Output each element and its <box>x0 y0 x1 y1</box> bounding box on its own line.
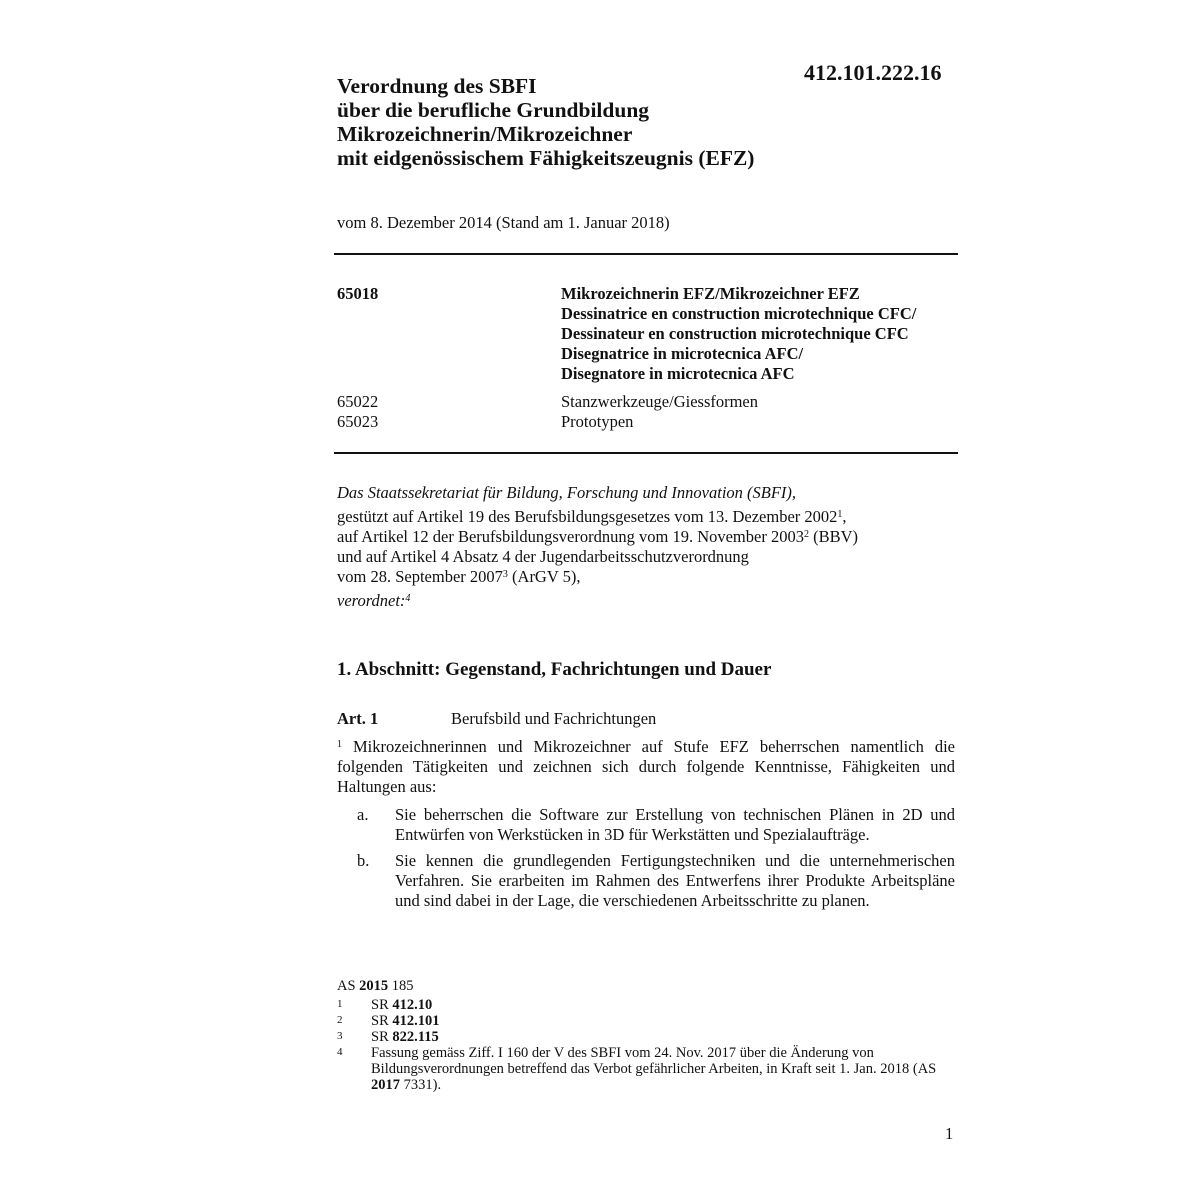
article-paragraph <box>337 737 955 797</box>
title-line: Mikrozeichnerin/Mikrozeichner <box>337 122 633 146</box>
legal-basis-line <box>337 507 957 527</box>
footnote-sr[interactable]: 412.10 <box>392 997 433 1013</box>
footnote-prefix: SR <box>371 1029 393 1045</box>
profession-code: 65018 <box>337 284 379 303</box>
as-year: 2015 <box>359 978 389 994</box>
footnote-prefix: SR <box>371 997 393 1013</box>
profession-names <box>561 284 957 384</box>
as-reference <box>337 978 957 994</box>
legal-basis-text: gestützt auf Artikel 19 des Berufsbildungsgesetzes vom 13. Dezember 2002 <box>337 507 838 526</box>
legal-basis-tail: , <box>842 507 847 526</box>
title-line: mit eidgenössischem Fähigkeitszeugnis (EFZ) <box>337 146 755 170</box>
specialization-code: 65023 <box>337 412 379 431</box>
paragraph-number: 1 <box>337 739 342 750</box>
list-item <box>337 851 955 911</box>
footnote-number: 4 <box>337 1046 343 1058</box>
footnote-ref[interactable]: 3 <box>502 569 508 580</box>
footnote <box>337 997 957 1013</box>
footnote-text <box>371 997 957 1013</box>
footnote-number: 2 <box>337 1014 343 1026</box>
decrees-text: verordnet: <box>337 591 406 610</box>
preamble <box>337 483 957 611</box>
specialization-row <box>337 412 957 432</box>
legal-basis-text: vom 28. September 2007 <box>337 567 503 586</box>
footnote-ref[interactable]: 1 <box>837 509 843 520</box>
specialization-name: Prototypen <box>561 412 634 431</box>
list-letter: a. <box>357 805 369 824</box>
section-title: 1. Abschnitt: Gegenstand, Fachrichtungen und Dauer <box>337 659 772 680</box>
title-line: über die berufliche Grundbildung <box>337 98 650 122</box>
footnote-body-tail: 7331). <box>400 1077 442 1093</box>
specialization-row <box>337 392 957 412</box>
footnote <box>337 1029 957 1045</box>
as-prefix: AS <box>337 978 360 994</box>
footnote-sr[interactable]: 822.115 <box>392 1029 439 1045</box>
footnote-body: Fassung gemäss Ziff. I 160 der V des SBFI vom 24. Nov. 2017 über die Änderung von Bildungsverordnungen betreffend das Verbot gefährlicher Arbeiten, in Kraft seit 1. Jan. 2018 (AS <box>371 1045 937 1077</box>
legal-basis-line <box>337 527 957 547</box>
article-heading <box>337 709 656 729</box>
footnote <box>337 1013 957 1029</box>
list-text: Sie kennen die grundlegenden Fertigungstechniken und die unternehmerischen Verfahren. Sie erarbeiten im Rahmen des Entwerfens ihrer Produkte Arbeitspläne und sind dabei in der Lage, die verschiedenen Arbeitsschritte zu planen. <box>395 851 955 910</box>
decrees-line <box>337 591 957 611</box>
article-number: Art. 1 <box>337 709 379 728</box>
legal-basis-tail: (BBV) <box>808 527 859 546</box>
profession-codes <box>337 284 957 432</box>
top-divider <box>334 253 958 255</box>
date-line: vom 8. Dezember 2014 (Stand am 1. Januar 2018) <box>337 213 670 232</box>
profession-name: Dessinateur en construction microtechnique CFC <box>561 324 909 343</box>
footnote <box>337 1045 957 1093</box>
list-item <box>337 805 955 845</box>
ordinance-title <box>337 74 807 170</box>
footnote-number: 1 <box>337 998 343 1010</box>
bottom-divider <box>334 452 958 454</box>
page-number: 1 <box>945 1124 954 1143</box>
main-profession-row <box>337 284 957 384</box>
profession-name: Mikrozeichnerin EFZ/Mikrozeichner EFZ <box>561 284 860 303</box>
specialization-code: 65022 <box>337 392 379 411</box>
legal-basis-text: auf Artikel 12 der Berufsbildungsverordnung vom 19. November 2003 <box>337 527 804 546</box>
paragraph-text: Mikrozeichnerinnen und Mikrozeichner auf Stufe EFZ beherrschen namentlich die folgenden Tätigkeiten und zeichnen sich durch folgende Kenntnisse, Fähigkeiten und Haltungen aus: <box>337 737 955 796</box>
article-title: Berufsbild und Fachrichtungen <box>451 709 657 728</box>
as-page: 185 <box>388 978 414 994</box>
footnote-prefix: SR <box>371 1013 393 1029</box>
footnote-sr[interactable]: 412.101 <box>392 1013 440 1029</box>
profession-name: Disegnatore in microtecnica AFC <box>561 364 795 383</box>
footnote-text <box>371 1013 957 1029</box>
footnote-as-year: 2017 <box>371 1077 400 1093</box>
footnote-number: 3 <box>337 1030 343 1042</box>
legal-basis-line <box>337 567 957 587</box>
sr-number: 412.101.222.16 <box>804 60 942 85</box>
list-letter: b. <box>357 851 370 870</box>
specialization-name: Stanzwerkzeuge/Giessformen <box>561 392 759 411</box>
legal-basis-line: und auf Artikel 4 Absatz 4 der Jugendarbeitsschutzverordnung <box>337 547 749 566</box>
profession-name: Dessinatrice en construction microtechnique CFC/ <box>561 304 917 323</box>
title-line: Verordnung des SBFI <box>337 74 537 98</box>
issuer: Das Staatssekretariat für Bildung, Forschung und Innovation (SBFI), <box>337 483 797 502</box>
footnotes <box>337 978 957 1093</box>
legal-basis-tail: (ArGV 5), <box>507 567 581 586</box>
footnote-ref[interactable]: 4 <box>405 593 411 604</box>
footnote-text <box>371 1045 957 1093</box>
article-list <box>337 805 955 917</box>
footnote-ref[interactable]: 2 <box>803 529 809 540</box>
footnote-text <box>371 1029 957 1045</box>
list-text: Sie beherrschen die Software zur Erstellung von technischen Plänen in 2D und Entwürfen von Werkstücken in 3D für Werkstätten und Spezialaufträge. <box>395 805 955 844</box>
profession-name: Disegnatrice in microtecnica AFC/ <box>561 344 804 363</box>
